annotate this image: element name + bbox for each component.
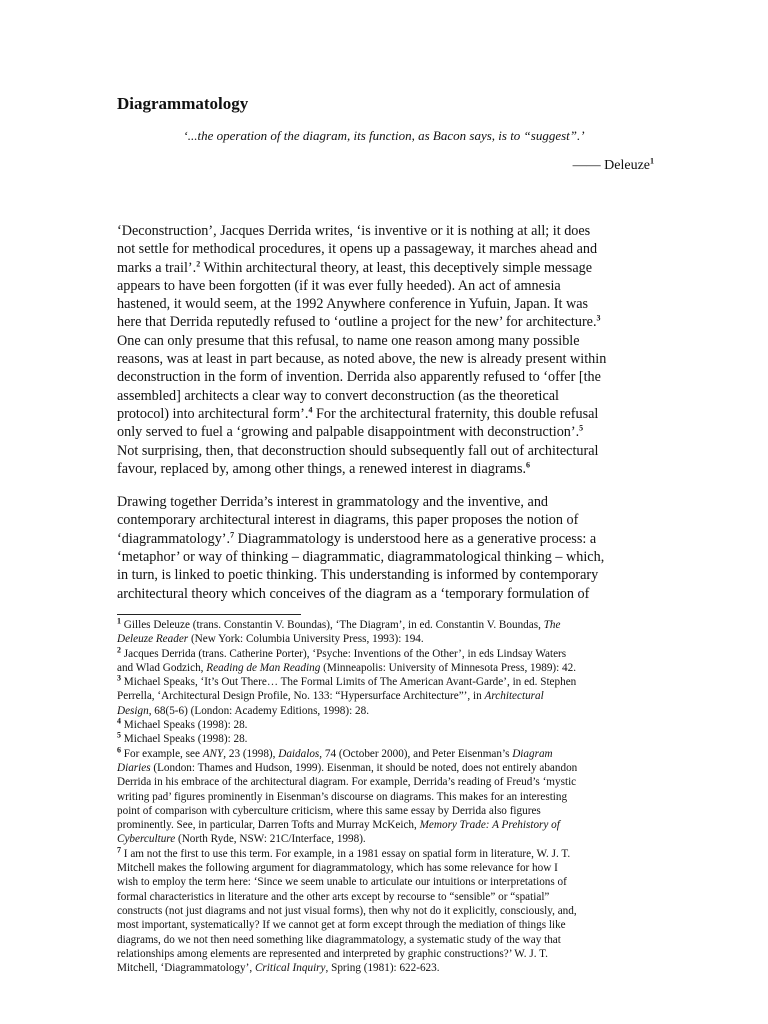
text-line: ‘metaphor’ or way of thinking – diagrammatic, diagrammatological thinking – which, [117, 549, 605, 566]
footnote-6-cont: Derrida in his embrace of the architectural diagram. For example, Derrida’s reading of Freud’s ‘mystic [117, 776, 577, 789]
footnote-7 [117, 847, 662, 861]
text-line [117, 259, 657, 277]
footnote-title: Diaries [117, 761, 151, 774]
text-segment: Within architectural theory, at least, this deceptively simple message [203, 259, 593, 276]
text-line: ‘Deconstruction’, Jacques Derrida writes, ‘is inventive or it is nothing at all; it does [117, 223, 591, 239]
footnote-title: Daidalos [278, 747, 320, 760]
document-title: Diagrammatology [117, 94, 249, 113]
footnotes [117, 618, 662, 975]
footnote-3-cont [117, 689, 662, 703]
footnote-marker: 3 [596, 313, 601, 323]
footnote-marker: 6 [526, 460, 531, 470]
footnote-3 [117, 675, 662, 689]
text-line: not settle for methodical procedures, it opens up a passageway, it marches ahead and [117, 241, 598, 258]
footnote-text: I am not the first to use this term. For example, in a 1981 essay on spatial form in literature, W. J. T. [123, 847, 571, 860]
footnote-text: Mitchell, ‘Diagrammatology’, [117, 962, 255, 975]
footnote-number: 5 [117, 730, 121, 740]
footnote-7-cont: Mitchell makes the following argument for diagrammatology, which has some relevance for how I [117, 862, 558, 875]
body-text [117, 222, 657, 618]
footnote-7-cont: diagrams, do we not then need something like diagrammatology, a systematic study of the way that [117, 933, 561, 946]
paragraph [117, 493, 657, 603]
footnote-title: Design [117, 704, 149, 717]
footnote-number: 4 [117, 716, 121, 726]
footnote-text: , 68(5-6) (London: Academy Editions, 1998): 28. [148, 704, 370, 717]
footnote-5 [117, 732, 662, 746]
footnote-marker: 2 [196, 258, 201, 268]
text-segment: here that Derrida reputedly refused to ‘outline a project for the new’ for architecture. [117, 314, 597, 331]
text-line: reasons, was at least in part because, as noted above, the new is already present within [117, 351, 607, 368]
footnote-1 [117, 618, 662, 632]
text-line: appears to have been forgotten (if it was ever fully heeded). An act of amnesia [117, 277, 561, 294]
footnote-4 [117, 718, 662, 732]
footnote-6-cont [117, 818, 662, 832]
footnote-marker: 7 [230, 530, 235, 540]
attribution-text: —— Deleuze [572, 158, 650, 173]
text-line: deconstruction in the form of invention. Derrida also apparently refused to ‘offer [the [117, 369, 601, 386]
text-segment: only served to fuel a ‘growing and palpable disappointment with deconstruction’. [117, 424, 580, 441]
epigraph-attribution [573, 158, 654, 174]
footnote-text: (New York: Columbia University Press, 1993): 194. [188, 633, 424, 646]
epigraph-quote: ‘...the operation of the diagram, its function, as Bacon says, is to “suggest”.’ [183, 128, 585, 143]
paragraph [117, 222, 657, 478]
text-segment: protocol) into architectural form’. [117, 405, 309, 422]
footnote-7-cont [117, 961, 662, 975]
footnote-1-cont [117, 632, 662, 646]
text-line: architectural theory which conceives of the diagram as a ‘temporary formulation of [117, 585, 590, 602]
footnote-number: 7 [117, 845, 121, 855]
footnote-title: Cyberculture [117, 833, 176, 846]
text-line [117, 313, 657, 331]
footnote-text: (London: Thames and Hudson, 1999). Eisenman, it should be noted, does not entirely abandon [150, 761, 578, 774]
footnote-3-cont [117, 704, 662, 718]
text-segment: For the architectural fraternity, this double refusal [316, 405, 599, 422]
footnote-marker: 4 [308, 405, 313, 415]
text-line [117, 405, 657, 423]
text-line: Drawing together Derrida’s interest in grammatology and the inventive, and [117, 494, 549, 511]
footnote-title: Architectural [484, 690, 544, 703]
text-line: in turn, is linked to poetic thinking. This understanding is informed by contemporary [117, 567, 599, 584]
footnote-marker: 1 [650, 156, 654, 166]
text-line [117, 460, 657, 478]
footnote-text: , 23 (1998), [223, 747, 279, 760]
footnote-text: , 74 (October 2000), and Peter Eisenman’s [319, 747, 513, 760]
footnote-divider [117, 614, 301, 615]
footnote-title: Memory Trade: A Prehistory of [419, 819, 560, 832]
text-line: hastened, it would seem, at the 1992 Anywhere conference in Yufuin, Japan. It was [117, 296, 589, 313]
footnote-text: Michael Speaks (1998): 28. [123, 719, 248, 732]
footnote-text: (North Ryde, NSW: 21C/Interface, 1998). [175, 833, 366, 846]
footnote-title: Diagram [512, 747, 553, 760]
footnote-6-cont [117, 761, 662, 775]
footnote-7-cont: constructs (not just diagrams and not just visual forms), then why not do it explicitly, consciously, and, [117, 904, 577, 917]
footnote-text: Michael Speaks, ‘It’s Out There… The Formal Limits of The American Avant-Garde’, in ed. Stephen [123, 676, 577, 689]
footnote-text: Michael Speaks (1998): 28. [123, 733, 248, 746]
text-segment: Diagrammatology is understood here as a generative process: a [237, 530, 597, 547]
footnote-text: , Spring (1981): 622-623. [325, 962, 440, 975]
footnote-marker: 5 [579, 423, 584, 433]
footnote-text: Gilles Deleuze (trans. Constantin V. Boundas), ‘The Diagram’, in ed. Constantin V. Boundas, [123, 619, 544, 631]
footnote-title: ANY [202, 747, 224, 760]
footnote-7-cont: formal characteristics in literature and the other arts except by recourse to “sensible” or “spatial” [117, 890, 550, 903]
footnote-text: Perrella, ‘Architectural Design Profile, No. 133: “Hypersurface Architecture”’, in [117, 690, 485, 703]
footnote-text: and Wlad Godzich, [117, 661, 207, 674]
footnote-6 [117, 744, 662, 761]
text-line: One can only presume that this refusal, to name one reason among many possible [117, 332, 580, 349]
text-line [117, 530, 657, 548]
footnote-text: (Minneapolis: University of Minnesota Press, 1989): 42. [320, 661, 577, 674]
footnote-7-cont: relationships among elements are represented and interpreted by graphic constructions?’ W. J. T. [117, 947, 548, 960]
footnote-6-cont: writing pad’ figures prominently in Eisenman’s discourse on diagrams. This makes for an interesting [117, 790, 568, 803]
footnote-title: Reading de Man Reading [206, 661, 321, 674]
footnote-title: The [543, 619, 561, 631]
text-line: Not surprising, then, that deconstruction should subsequently fall out of architectural [117, 442, 599, 459]
footnote-text: prominently. See, in particular, Darren Tofts and Murray McKeich, [117, 819, 420, 832]
footnote-text: For example, see [123, 747, 203, 760]
footnote-6-cont: point of comparison with cyberculture criticism, where this same essay by Derrida also figures [117, 804, 541, 817]
footnote-title: Deleuze Reader [117, 633, 189, 646]
text-line: assembled] architects a clear way to convert deconstruction (as the theoretical [117, 387, 559, 404]
footnote-title: Critical Inquiry [254, 962, 326, 975]
footnote-7-cont: wish to employ the term here: ‘Since we seem unable to articulate our intuitions or interpretations of [117, 876, 567, 889]
footnote-2 [117, 644, 662, 661]
text-segment: marks a trail’. [117, 259, 197, 276]
footnote-number: 6 [117, 744, 121, 754]
footnote-number: 2 [117, 644, 121, 654]
footnote-number: 1 [117, 616, 121, 626]
footnote-number: 3 [117, 673, 121, 683]
footnote-7-cont: most important, systematically? If we cannot get at form except through the mediation of things like [117, 919, 566, 932]
text-segment: ‘diagrammatology’. [117, 530, 231, 547]
text-line: contemporary architectural interest in diagrams, this paper proposes the notion of [117, 512, 579, 529]
text-segment: favour, replaced by, among other things, a renewed interest in diagrams. [117, 460, 527, 477]
footnote-text: Jacques Derrida (trans. Catherine Porter), ‘Psyche: Inventions of the Other’, in eds Lindsay Waters [123, 647, 567, 660]
text-line [117, 423, 657, 441]
footnote-6-cont [117, 832, 662, 846]
footnote-2-cont [117, 661, 662, 675]
